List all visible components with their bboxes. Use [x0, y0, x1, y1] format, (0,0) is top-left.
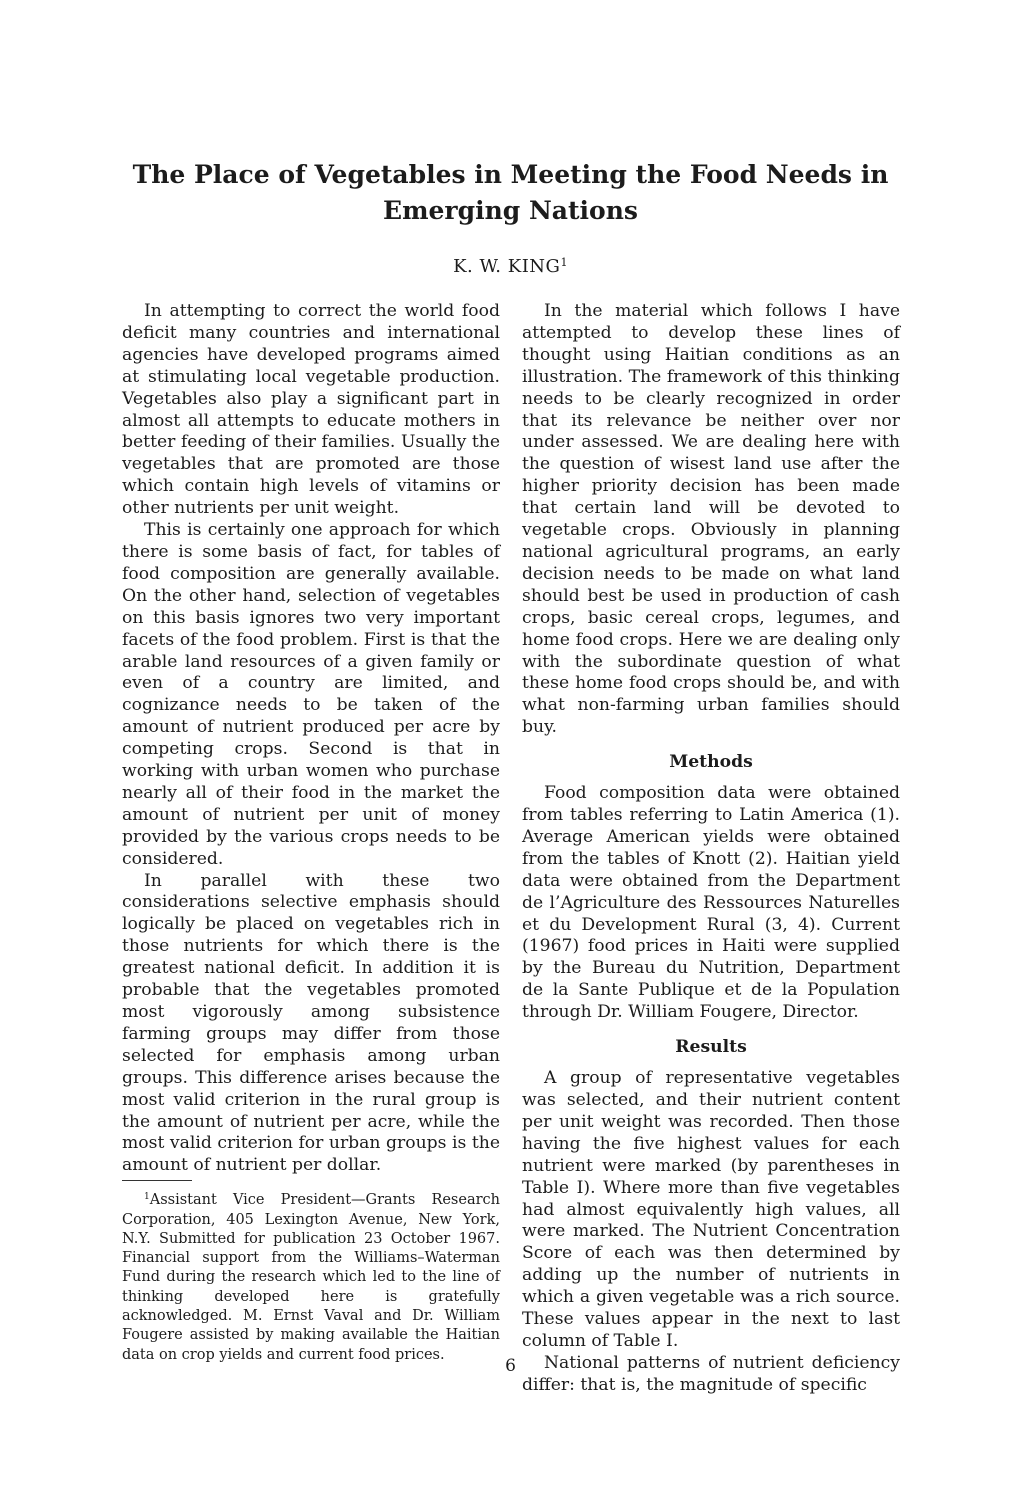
body-paragraph: Food composition data were obtained from tables referring to Latin America (1). Average American yields were obtained from the tables of Knott (2). Haitian yield data were obtained from the Department de l’Agriculture des Ressources Naturelles et du Development Rural (3, 4). Current (1967) food prices in Haiti were supplied by the Bureau du Nutrition, Department de la Sante Publique et de la Population through Dr. William Fougere, Director. — [522, 783, 900, 1023]
footnote-divider — [122, 1180, 192, 1181]
body-paragraph: This is certainly one approach for which there is some basis of fact, for tables of food composition are generally available. On the other hand, selection of vegetables on this basis ignores two very important facets of the food problem. First is that the arable land resources of a given family or even of a country are limited, and cognizance needs to be taken of the amount of nutrient produced per acre by competing crops. Second is that in working with urban women who purchase nearly all of their food in the market the amount of nutrient per unit of money provided by the various crops needs to be considered. — [122, 520, 500, 869]
section-heading-methods: Methods — [669, 752, 753, 773]
article-title: The Place of Vegetables in Meeting the Food Needs in Emerging Nations — [132, 160, 889, 225]
footnote-text: Assistant Vice President—Grants Research Corporation, 405 Lexington Avenue, New York, N.Y. Submitted for publication 23 October 1967. Financial support from the Williams–Waterman Fund during the research which led to the line of thinking developed here is gratefully acknowledged. M. Ernst Vaval and Dr. William Fougere assisted by making available the Haitian data on crop yields and current food prices. — [122, 1192, 500, 1363]
right-column — [522, 301, 900, 1397]
footnote-mark: 1 — [144, 1192, 150, 1203]
body-paragraph: National patterns of nutrient deficiency differ: that is, the magnitude of specific — [522, 1352, 900, 1395]
body-paragraph: A group of representative vegetables was selected, and their nutrient content per unit weight was recorded. Then those having the five highest values for each nutrient were marked (by parentheses in Table I). Where more than five vegetables had almost equivalently high values, all were marked. The Nutrient Concentration Score of each was then determined by adding up the number of nutrients in which a given vegetable was a rich source. These values appear in the next to last column of Table I. — [522, 1068, 900, 1351]
page-number: 6 — [505, 1356, 516, 1376]
body-paragraph: In attempting to correct the world food deficit many countries and international agencies have developed programs aimed at stimulating local vegetable production. Vegetables also play a significant part in almost all attempts to educate mothers in better feeding of their families. Usually the vegetables that are promoted are those which contain high levels of vitamins or other nutrients per unit weight. — [122, 301, 500, 519]
author-byline — [0, 252, 1021, 278]
section-heading-results: Results — [675, 1037, 747, 1058]
footnote — [122, 1188, 500, 1365]
body-paragraph: In parallel with these two considerations selective emphasis should logically be placed on vegetables rich in those nutrients for which there is the greatest national deficit. In addition it is probable that the vegetables promoted most vigorously among subsistence farming groups may differ from those selected for emphasis among urban groups. This difference arises because the most valid criterion in the rural group is the amount of nutrient per acre, while the most valid criterion for urban groups is the amount of nutrient per dollar. — [122, 870, 500, 1176]
author-name: K. W. KING — [453, 256, 561, 277]
author-footnote-mark: 1 — [560, 256, 568, 269]
body-paragraph: In the material which follows I have attempted to develop these lines of thought using Haitian conditions as an illustration. The framework of this thinking needs to be clearly recognized in order that its relevance be neither over nor under assessed. We are dealing here with the question of wisest land use after the higher priority decision has been made that certain land will be devoted to vegetable crops. Obviously in planning national agricultural programs, an early decision needs to be made on what land should best be used in production of cash crops, basic cereal crops, legumes, and home food crops. Here we are dealing only with the subordinate question of what these home food crops should be, and with what non-farming urban families should buy. — [522, 301, 900, 738]
left-column — [122, 301, 500, 1365]
